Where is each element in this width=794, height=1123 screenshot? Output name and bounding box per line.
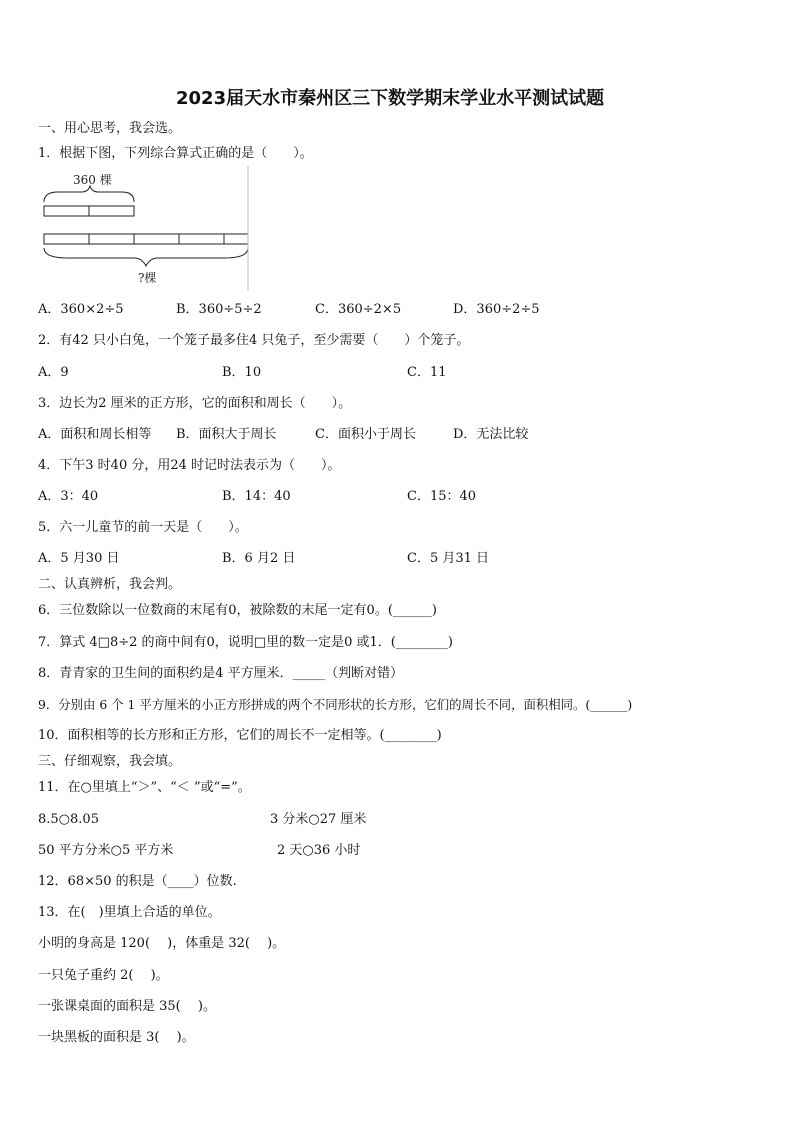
q5-option-a[interactable]: A．5 月30 日 — [38, 551, 120, 566]
q13-line-4: 一块黑板的面积是 3( )。 — [38, 1030, 195, 1045]
q5-option-c[interactable]: C．5 月31 日 — [407, 551, 490, 566]
question-4: 4．下午3 时40 分，用24 时记时法表示为（ ）。 — [38, 458, 341, 473]
q1-bottom-brace — [44, 248, 248, 266]
q13-line-1: 小明的身高是 120( )，体重是 32( )。 — [38, 936, 286, 951]
q4-option-a[interactable]: A．3：40 — [38, 489, 99, 504]
q2-option-c[interactable]: C．11 — [407, 365, 447, 380]
q3-option-c[interactable]: C．面积小于周长 — [315, 427, 416, 442]
q3-option-a[interactable]: A．面积和周长相等 — [38, 427, 152, 442]
question-5: 5．六一儿童节的前一天是（ ）。 — [38, 520, 248, 535]
q11-item-4: 2 天○36 小时 — [277, 843, 361, 858]
q11-item-3: 50 平方分米○5 平方米 — [38, 843, 174, 858]
question-2: 2．有42 只小白兔，一个笼子最多住4 只兔子，至少需要（ ）个笼子。 — [38, 333, 470, 348]
q1-diagram-top-label: 360 棵 — [73, 173, 112, 187]
q4-option-b[interactable]: B．14：40 — [222, 489, 291, 504]
question-3: 3．边长为2 厘米的正方形，它的面积和周长（ ）。 — [38, 396, 352, 411]
q1-long-tape — [44, 234, 248, 244]
q13-line-3: 一张课桌面的面积是 35( )。 — [38, 999, 216, 1014]
q13-line-2: 一只兔子重约 2( )。 — [38, 968, 169, 983]
question-6: 6．三位数除以一位数商的末尾有0，被除数的末尾一定有0。(______) — [38, 603, 437, 618]
question-11: 11．在○里填上“＞”、“＜ ”或“=”。 — [38, 780, 251, 795]
q11-item-1: 8.5○8.05 — [38, 812, 99, 827]
q1-diagram-bottom-label: ?棵 — [138, 271, 157, 285]
question-13: 13．在( )里填上合适的单位。 — [38, 905, 221, 920]
q2-option-a[interactable]: A．9 — [38, 365, 69, 380]
section-1-heading: 一、用心思考，我会选。 — [38, 121, 182, 136]
q1-top-brace — [44, 186, 134, 202]
q3-option-b[interactable]: B．面积大于周长 — [176, 427, 277, 442]
question-9: 9．分别由 6 个 1 平方厘米的小正方形拼成的两个不同形状的长方形，它们的周长不同，面积相同。(______) — [38, 697, 633, 712]
q2-option-b[interactable]: B．10 — [222, 365, 262, 380]
page-title: 2023届天水市秦州区三下数学期末学业水平测试试题 — [176, 88, 605, 109]
section-3-heading: 三、仔细观察，我会填。 — [38, 754, 182, 769]
question-12: 12．68×50 的积是（____）位数. — [38, 874, 237, 889]
question-8: 8．青青家的卫生间的面积约是4 平方厘米．_____（判断对错） — [38, 666, 404, 681]
q4-option-c[interactable]: C．15：40 — [407, 489, 477, 504]
question-1: 1．根据下图，下列综合算式正确的是（ ）。 — [38, 146, 313, 161]
q1-tape-diagram — [38, 166, 268, 296]
q1-option-b[interactable]: B．360÷5÷2 — [176, 302, 262, 317]
q1-option-c[interactable]: C．360÷2×5 — [315, 302, 402, 317]
q1-option-d[interactable]: D．360÷2÷5 — [453, 302, 540, 317]
q1-option-a[interactable]: A．360×2÷5 — [38, 302, 124, 317]
q5-option-b[interactable]: B．6 月2 日 — [222, 551, 296, 566]
q11-item-2: 3 分米○27 厘米 — [270, 812, 367, 827]
question-10: 10．面积相等的长方形和正方形，它们的周长不一定相等。(________) — [38, 728, 442, 743]
section-2-heading: 二、认真辨析，我会判。 — [38, 577, 182, 592]
q3-option-d[interactable]: D．无法比较 — [453, 427, 529, 442]
question-7: 7．算式 4□8÷2 的商中间有0，说明□里的数一定是0 或1．(________) — [38, 635, 453, 650]
